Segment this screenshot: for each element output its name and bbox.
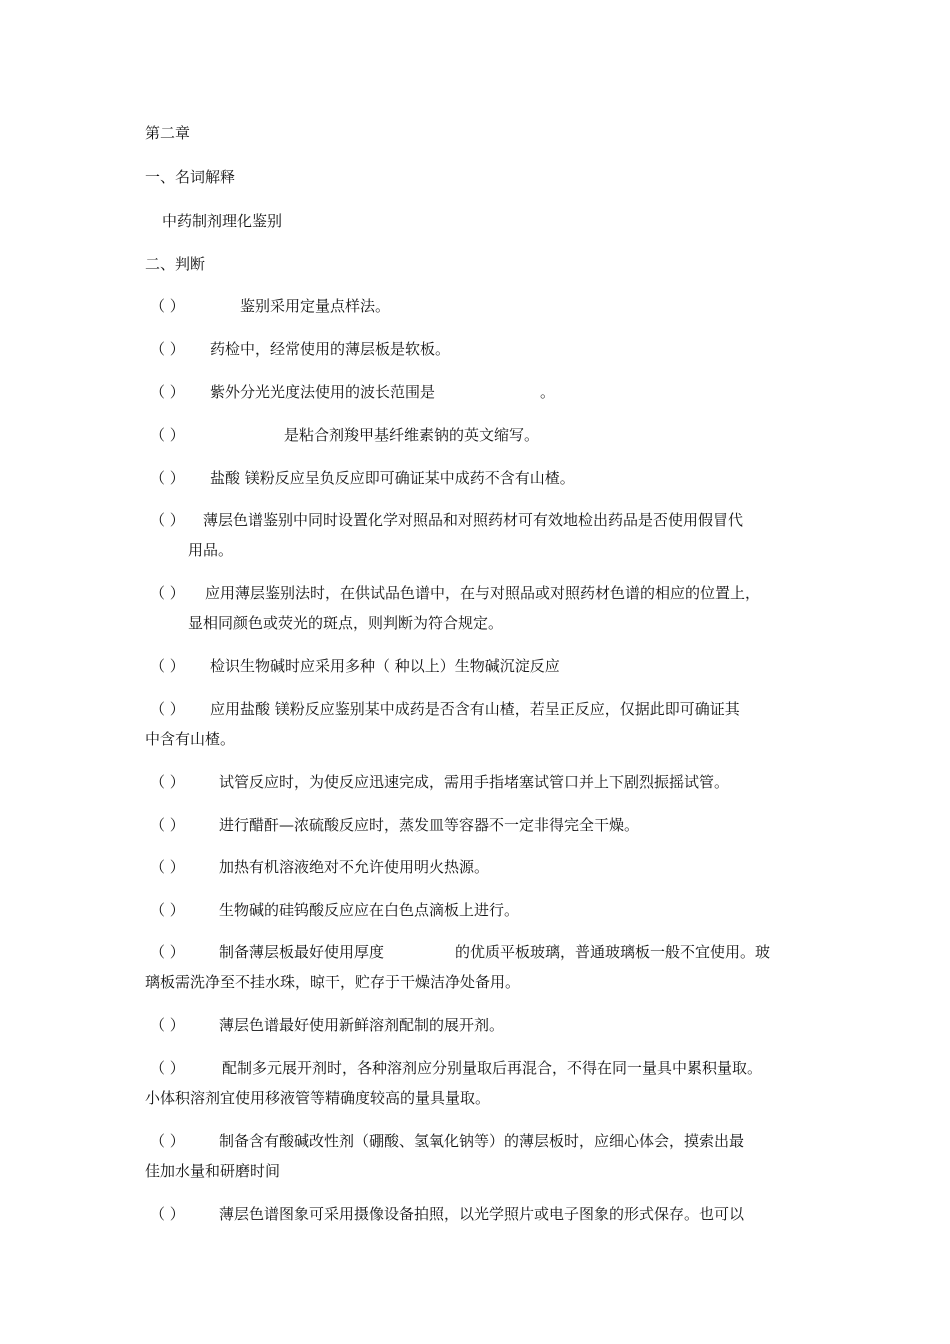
answer-blank: （ ） bbox=[150, 1205, 185, 1223]
item-text: 生物碱的硅钨酸反应应在白色点滴板上进行。 bbox=[219, 901, 520, 919]
answer-blank: （ ） bbox=[150, 943, 185, 961]
answer-blank: （ ） bbox=[150, 657, 185, 675]
item-text: 薄层色谱图象可采用摄像设备拍照，以光学照片或电子图象的形式保存。也可以 bbox=[219, 1205, 745, 1223]
item-text: 进行醋酐—浓硫酸反应时，蒸发皿等容器不一定非得完全干燥。 bbox=[219, 816, 640, 834]
answer-blank: （ ） bbox=[150, 340, 185, 358]
answer-blank: （ ） bbox=[150, 297, 185, 315]
item-text: 检识生物碱时应采用多种（ 种以上）生物碱沉淀反应 bbox=[210, 657, 560, 675]
item-text: 应用盐酸 镁粉反应鉴别某中成药是否含有山楂，若呈正反应，仅据此即可确证其 bbox=[210, 700, 740, 718]
item-text: 配制多元展开剂时，各种溶剂应分别量取后再混合，不得在同一量具中累积量取。 bbox=[222, 1059, 763, 1077]
item-text: 试管反应时，为使反应迅速完成，需用手指堵塞试管口并上下剧烈振摇试管。 bbox=[219, 773, 730, 791]
item-text: 薄层色谱最好使用新鲜溶剂配制的展开剂。 bbox=[219, 1016, 505, 1034]
item-text: 药检中，经常使用的薄层板是软板。 bbox=[210, 340, 451, 358]
answer-blank: （ ） bbox=[150, 700, 185, 718]
definition-term: 中药制剂理化鉴别 bbox=[162, 212, 283, 230]
answer-blank: （ ） bbox=[150, 1016, 185, 1034]
answer-blank: （ ） bbox=[150, 901, 185, 919]
item-text-continued: 璃板需洗净至不挂水珠，晾干，贮存于干燥洁净处备用。 bbox=[145, 973, 521, 991]
item-text: 是粘合剂羧甲基纤维素钠的英文缩写。 bbox=[284, 426, 540, 444]
answer-blank: （ ） bbox=[150, 1132, 185, 1150]
chapter-title: 第二章 bbox=[145, 124, 191, 142]
item-text-mid: 的优质平板玻璃，普通玻璃板一般不宜使用。玻 bbox=[455, 943, 771, 961]
item-text-continued: 佳加水量和研磨时间 bbox=[145, 1162, 281, 1180]
answer-blank: （ ） bbox=[150, 426, 185, 444]
answer-blank: （ ） bbox=[150, 469, 185, 487]
answer-blank: （ ） bbox=[150, 584, 185, 602]
section-heading-judgment: 二、判断 bbox=[145, 255, 206, 273]
item-text: 紫外分光光度法使用的波长范围是 bbox=[210, 383, 436, 401]
answer-blank: （ ） bbox=[150, 511, 185, 529]
item-text: 应用薄层鉴别法时，在供试品色谱中，在与对照品或对照药材色谱的相应的位置上， bbox=[205, 584, 761, 602]
item-text: 制备含有酸碱改性剂（硼酸、氢氧化钠等）的薄层板时，应细心体会，摸索出最 bbox=[219, 1132, 745, 1150]
item-text-tail: 。 bbox=[540, 383, 556, 401]
item-text-continued: 用品。 bbox=[188, 541, 234, 559]
answer-blank: （ ） bbox=[150, 383, 185, 401]
item-text-continued: 中含有山楂。 bbox=[145, 730, 236, 748]
item-text: 鉴别采用定量点样法。 bbox=[240, 297, 391, 315]
item-text-continued: 显相同颜色或荧光的斑点，则判断为符合规定。 bbox=[188, 614, 504, 632]
item-text: 盐酸 镁粉反应呈负反应即可确证某中成药不含有山楂。 bbox=[210, 469, 575, 487]
item-text: 制备薄层板最好使用厚度 bbox=[219, 943, 385, 961]
item-text: 加热有机溶液绝对不允许使用明火热源。 bbox=[219, 858, 490, 876]
answer-blank: （ ） bbox=[150, 773, 185, 791]
item-text-continued: 小体积溶剂宜使用移液管等精确度较高的量具量取。 bbox=[145, 1089, 491, 1107]
answer-blank: （ ） bbox=[150, 1059, 185, 1077]
section-heading-definitions: 一、名词解释 bbox=[145, 168, 236, 186]
item-text: 薄层色谱鉴别中同时设置化学对照品和对照药材可有效地检出药品是否使用假冒代 bbox=[203, 511, 744, 529]
answer-blank: （ ） bbox=[150, 816, 185, 834]
answer-blank: （ ） bbox=[150, 858, 185, 876]
